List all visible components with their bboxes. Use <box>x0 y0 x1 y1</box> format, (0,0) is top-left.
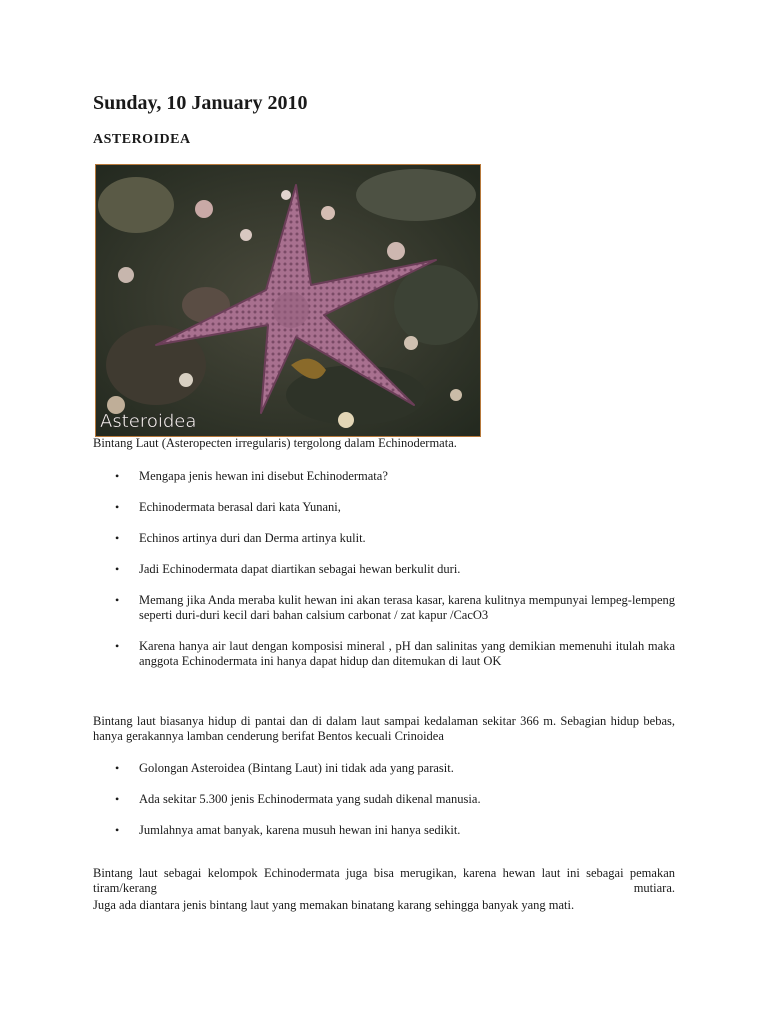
post-date: Sunday, 10 January 2010 <box>93 92 308 114</box>
image-caption: Bintang Laut (Asteropecten irregularis) tergolong dalam Echinodermata. <box>93 436 457 450</box>
paragraph-habitat: Bintang laut biasanya hidup di pantai dan di dalam laut sampai kedalaman sekitar 366 m. Sebagian hidup bebas, hanya gerakannya lamban cenderung berifat Bentos kecuali Crinoidea <box>93 714 675 743</box>
paragraph-harm-line1: Bintang laut sebagai kelompok Echinodermata juga bisa merugikan, karena hewan laut ini sebagai pemakan tiram/kerang mutiara. <box>93 866 675 895</box>
list-item: • Karena hanya air laut dengan komposisi mineral , pH dan salinitas yang demikian memenuhi itulah maka anggota Echinodermata ini hanya dapat hidup dan ditemukan di laut OK <box>115 639 675 668</box>
list-asteroidea-facts <box>93 761 675 854</box>
image-watermark: Asteroidea <box>100 411 197 432</box>
post-title: ASTEROIDEA <box>93 132 191 147</box>
list-item: • Jumlahnya amat banyak, karena musuh hewan ini hanya sedikit. <box>115 823 461 837</box>
starfish-image <box>96 165 480 436</box>
list-item: • Memang jika Anda meraba kulit hewan ini akan terasa kasar, karena kulitnya mempunyai lempeg-lempeng seperti duri-duri kecil dari bahan calsium carbonat / zat kapur /CacO3 <box>115 593 675 622</box>
list-echinodermata-facts <box>93 469 675 685</box>
list-item: • Ada sekitar 5.300 jenis Echinodermata yang sudah dikenal manusia. <box>115 792 481 806</box>
paragraph-harm-line2: Juga ada diantara jenis bintang laut yang memakan binatang karang sehingga banyak yang mati. <box>93 898 575 912</box>
list-item: • Jadi Echinodermata dapat diartikan sebagai hewan berkulit duri. <box>115 562 461 576</box>
list-item: • Echinos artinya duri dan Derma artinya kulit. <box>115 531 366 545</box>
list-item: • Mengapa jenis hewan ini disebut Echinodermata? <box>115 469 388 483</box>
list-item: • Golongan Asteroidea (Bintang Laut) ini tidak ada yang parasit. <box>115 761 454 775</box>
starfish-photo <box>95 164 481 437</box>
list-item: • Echinodermata berasal dari kata Yunani, <box>115 500 341 514</box>
